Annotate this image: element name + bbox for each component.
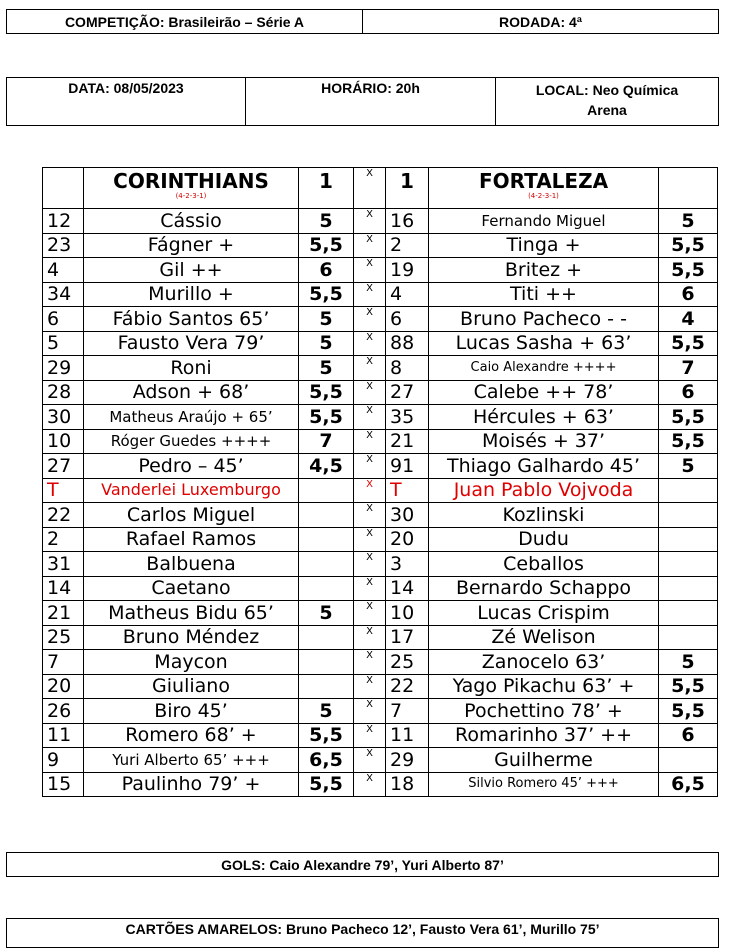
away-player-number: 17 — [386, 625, 429, 650]
away-player-name: Britez + — [429, 258, 659, 283]
player-row — [43, 748, 718, 773]
away-player-number: 6 — [386, 307, 429, 332]
home-player-number: 27 — [43, 454, 84, 479]
home-player-number: 7 — [43, 650, 84, 675]
home-player-number: 11 — [43, 723, 84, 748]
home-player-number: 20 — [43, 674, 84, 699]
vs-marker: X — [354, 478, 386, 503]
vs-marker: X — [354, 576, 386, 601]
player-row — [43, 307, 718, 332]
away-player-name: Ceballos — [429, 552, 659, 577]
home-number-header — [43, 168, 84, 209]
home-player-rating — [299, 625, 354, 650]
away-player-name: Lucas Crispim — [429, 601, 659, 626]
home-player-rating: 7 — [299, 429, 354, 454]
home-player-rating — [299, 576, 354, 601]
away-player-rating: 5,5 — [659, 258, 718, 283]
home-player-number: 4 — [43, 258, 84, 283]
away-player-rating — [659, 625, 718, 650]
away-player-number: 14 — [386, 576, 429, 601]
away-player-name: Bruno Pacheco - - — [429, 307, 659, 332]
away-team-name: FORTALEZA — [478, 169, 609, 193]
venue-label — [495, 78, 718, 125]
home-player-rating: 5,5 — [299, 233, 354, 258]
vs-marker: X — [354, 380, 386, 405]
home-player-number: 25 — [43, 625, 84, 650]
home-player-name: Giuliano — [84, 674, 299, 699]
player-row — [43, 674, 718, 699]
home-player-number: 31 — [43, 552, 84, 577]
home-player-name: Murillo + — [84, 282, 299, 307]
player-row — [43, 503, 718, 528]
away-player-name: Tinga + — [429, 233, 659, 258]
home-player-rating: 5,5 — [299, 282, 354, 307]
away-player-number: 10 — [386, 601, 429, 626]
player-row — [43, 699, 718, 724]
away-player-name: Juan Pablo Vojvoda — [429, 478, 659, 503]
vs-marker: X — [354, 405, 386, 430]
player-row — [43, 454, 718, 479]
away-player-name: Thiago Galhardo 45’ — [429, 454, 659, 479]
away-rating-header — [659, 168, 718, 209]
away-player-name: Moisés + 37’ — [429, 429, 659, 454]
home-formation: (4-2-3-1) — [175, 192, 207, 200]
vs-marker: X — [354, 723, 386, 748]
vs-marker: X — [354, 233, 386, 258]
home-player-rating — [299, 650, 354, 675]
away-formation: (4-2-3-1) — [528, 192, 559, 200]
player-row — [43, 429, 718, 454]
away-player-number: 20 — [386, 527, 429, 552]
home-player-number: 28 — [43, 380, 84, 405]
vs-marker: X — [354, 429, 386, 454]
home-player-name: Matheus Araújo + 65’ — [84, 405, 299, 430]
player-row — [43, 576, 718, 601]
home-player-rating: 6 — [299, 258, 354, 283]
home-player-number: 14 — [43, 576, 84, 601]
away-player-name: Zé Welison — [429, 625, 659, 650]
round-label: RODADA: 4ª — [362, 10, 718, 33]
home-player-name: Gil ++ — [84, 258, 299, 283]
home-player-rating: 5 — [299, 307, 354, 332]
away-player-rating — [659, 527, 718, 552]
away-player-name: Bernardo Schappo — [429, 576, 659, 601]
home-player-number: 6 — [43, 307, 84, 332]
home-player-rating: 5 — [299, 601, 354, 626]
away-player-number: 22 — [386, 674, 429, 699]
away-player-rating: 5,5 — [659, 699, 718, 724]
home-player-number: 12 — [43, 209, 84, 234]
away-player-rating: 5 — [659, 209, 718, 234]
date-label: DATA: 08/05/2023 — [68, 80, 184, 96]
away-player-number: T — [386, 478, 429, 503]
vs-marker: X — [354, 674, 386, 699]
home-player-number: 23 — [43, 233, 84, 258]
vs-marker: X — [354, 331, 386, 356]
home-player-number: 26 — [43, 699, 84, 724]
home-player-number: T — [43, 478, 84, 503]
away-player-number: 88 — [386, 331, 429, 356]
home-player-rating: 5,5 — [299, 723, 354, 748]
away-player-rating: 6 — [659, 282, 718, 307]
away-player-number: 29 — [386, 748, 429, 773]
away-player-name: Yago Pikachu 63’ + — [429, 674, 659, 699]
vs-marker: X — [354, 168, 386, 209]
home-player-number: 34 — [43, 282, 84, 307]
away-player-rating — [659, 478, 718, 503]
player-row — [43, 233, 718, 258]
home-player-number: 5 — [43, 331, 84, 356]
player-row — [43, 527, 718, 552]
home-player-rating: 5,5 — [299, 380, 354, 405]
vs-marker: X — [354, 307, 386, 332]
away-player-number: 3 — [386, 552, 429, 577]
home-player-rating: 5 — [299, 699, 354, 724]
competition-label: COMPETIÇÃO: Brasileirão – Série A — [64, 13, 305, 30]
player-row — [43, 380, 718, 405]
home-player-name: Róger Guedes ++++ — [84, 429, 299, 454]
vs-marker: X — [354, 552, 386, 577]
time-label: HORÁRIO: 20h — [245, 78, 495, 125]
lineup-table — [42, 167, 718, 797]
away-player-rating — [659, 552, 718, 577]
away-player-rating: 5,5 — [659, 405, 718, 430]
away-player-rating: 4 — [659, 307, 718, 332]
home-player-number: 30 — [43, 405, 84, 430]
player-row — [43, 405, 718, 430]
vs-marker: X — [354, 748, 386, 773]
vs-marker: X — [354, 258, 386, 283]
home-player-rating — [299, 478, 354, 503]
home-player-rating: 5 — [299, 331, 354, 356]
away-player-number: 25 — [386, 650, 429, 675]
away-player-rating — [659, 503, 718, 528]
home-player-number: 22 — [43, 503, 84, 528]
player-row — [43, 601, 718, 626]
away-player-number: 11 — [386, 723, 429, 748]
away-player-number: 7 — [386, 699, 429, 724]
home-player-name: Rafael Ramos — [84, 527, 299, 552]
player-row — [43, 331, 718, 356]
away-player-number: 18 — [386, 772, 429, 797]
home-player-name: Caetano — [84, 576, 299, 601]
away-player-number: 91 — [386, 454, 429, 479]
away-player-rating — [659, 748, 718, 773]
away-player-rating: 6 — [659, 380, 718, 405]
team-header-row — [43, 168, 718, 209]
home-player-name: Adson + 68’ — [84, 380, 299, 405]
away-player-rating: 5,5 — [659, 429, 718, 454]
match-info-header — [6, 77, 719, 126]
home-team-name: CORINTHIANS — [113, 169, 269, 193]
away-player-number: 4 — [386, 282, 429, 307]
home-player-name: Fausto Vera 79’ — [84, 331, 299, 356]
home-player-name: Fábio Santos 65’ — [84, 307, 299, 332]
away-player-name: Lucas Sasha + 63’ — [429, 331, 659, 356]
home-player-rating — [299, 527, 354, 552]
away-player-name: Calebe ++ 78’ — [429, 380, 659, 405]
away-player-number: 21 — [386, 429, 429, 454]
home-player-rating — [299, 674, 354, 699]
away-player-number: 35 — [386, 405, 429, 430]
home-player-rating — [299, 552, 354, 577]
vs-marker: X — [354, 625, 386, 650]
home-player-name: Balbuena — [84, 552, 299, 577]
goals-text: GOLS: Caio Alexandre 79’, Yuri Alberto 87’ — [221, 856, 504, 873]
home-player-number: 9 — [43, 748, 84, 773]
home-player-rating: 5 — [299, 356, 354, 381]
away-player-rating: 5,5 — [659, 233, 718, 258]
yellow-cards-text: CARTÕES AMARELOS: Bruno Pacheco 12’, Fausto Vera 61’, Murillo 75’ — [125, 921, 600, 937]
away-player-name: Guilherme — [429, 748, 659, 773]
home-player-name: Bruno Méndez — [84, 625, 299, 650]
home-player-number: 15 — [43, 772, 84, 797]
player-row — [43, 552, 718, 577]
vs-marker: X — [354, 699, 386, 724]
away-player-name: Romarinho 37’ ++ — [429, 723, 659, 748]
vs-marker: X — [354, 503, 386, 528]
home-player-name: Romero 68’ + — [84, 723, 299, 748]
home-player-name: Maycon — [84, 650, 299, 675]
away-player-rating: 6 — [659, 723, 718, 748]
away-player-rating — [659, 601, 718, 626]
home-score: 1 — [299, 168, 354, 209]
away-team-cell — [429, 168, 659, 209]
vs-marker: X — [354, 454, 386, 479]
home-team-cell — [84, 168, 299, 209]
away-player-name: Kozlinski — [429, 503, 659, 528]
venue-line-2: Arena — [587, 102, 627, 118]
vs-marker: X — [354, 601, 386, 626]
goals-box — [6, 852, 719, 877]
home-player-name: Vanderlei Luxemburgo — [84, 478, 299, 503]
away-player-name: Titi ++ — [429, 282, 659, 307]
away-player-number: 19 — [386, 258, 429, 283]
away-player-number: 27 — [386, 380, 429, 405]
home-player-name: Cássio — [84, 209, 299, 234]
home-player-rating: 5 — [299, 209, 354, 234]
away-player-rating: 7 — [659, 356, 718, 381]
away-player-rating: 5,5 — [659, 674, 718, 699]
player-row — [43, 258, 718, 283]
home-player-name: Roni — [84, 356, 299, 381]
home-player-number: 10 — [43, 429, 84, 454]
home-player-rating: 4,5 — [299, 454, 354, 479]
vs-marker: X — [354, 282, 386, 307]
player-row — [43, 282, 718, 307]
away-player-number: 8 — [386, 356, 429, 381]
away-player-name: Zanocelo 63’ — [429, 650, 659, 675]
home-player-name: Matheus Bidu 65’ — [84, 601, 299, 626]
vs-marker: X — [354, 650, 386, 675]
yellow-cards-box — [6, 918, 719, 948]
away-player-name: Caio Alexandre ++++ — [429, 356, 659, 381]
away-player-rating: 6,5 — [659, 772, 718, 797]
player-row — [43, 625, 718, 650]
home-player-number: 2 — [43, 527, 84, 552]
away-player-name: Silvio Romero 45’ +++ — [429, 772, 659, 797]
vs-marker: X — [354, 772, 386, 797]
player-row — [43, 650, 718, 675]
home-player-name: Carlos Miguel — [84, 503, 299, 528]
away-player-number: 2 — [386, 233, 429, 258]
away-score: 1 — [386, 168, 429, 209]
player-row — [43, 209, 718, 234]
away-player-rating — [659, 576, 718, 601]
away-player-name: Dudu — [429, 527, 659, 552]
away-player-rating: 5 — [659, 454, 718, 479]
player-row — [43, 723, 718, 748]
competition-header — [6, 9, 719, 34]
home-player-rating — [299, 503, 354, 528]
away-player-rating: 5 — [659, 650, 718, 675]
player-row — [43, 478, 718, 503]
vs-marker: X — [354, 356, 386, 381]
home-player-name: Yuri Alberto 65’ +++ — [84, 748, 299, 773]
player-row — [43, 356, 718, 381]
home-player-rating: 5,5 — [299, 405, 354, 430]
away-player-name: Hércules + 63’ — [429, 405, 659, 430]
home-player-name: Pedro – 45’ — [84, 454, 299, 479]
vs-marker: X — [354, 209, 386, 234]
lineup-rows — [43, 209, 718, 797]
away-player-name: Pochettino 78’ + — [429, 699, 659, 724]
home-player-name: Biro 45’ — [84, 699, 299, 724]
home-player-number: 21 — [43, 601, 84, 626]
home-player-rating: 5,5 — [299, 772, 354, 797]
home-player-name: Fágner + — [84, 233, 299, 258]
venue-line-1: LOCAL: Neo Química — [535, 82, 679, 98]
away-player-number: 16 — [386, 209, 429, 234]
home-player-rating: 6,5 — [299, 748, 354, 773]
home-player-name: Paulinho 79’ + — [84, 772, 299, 797]
away-player-number: 30 — [386, 503, 429, 528]
vs-marker: X — [354, 527, 386, 552]
home-player-number: 29 — [43, 356, 84, 381]
away-player-rating: 5,5 — [659, 331, 718, 356]
player-row — [43, 772, 718, 797]
away-player-name: Fernando Miguel — [429, 209, 659, 234]
